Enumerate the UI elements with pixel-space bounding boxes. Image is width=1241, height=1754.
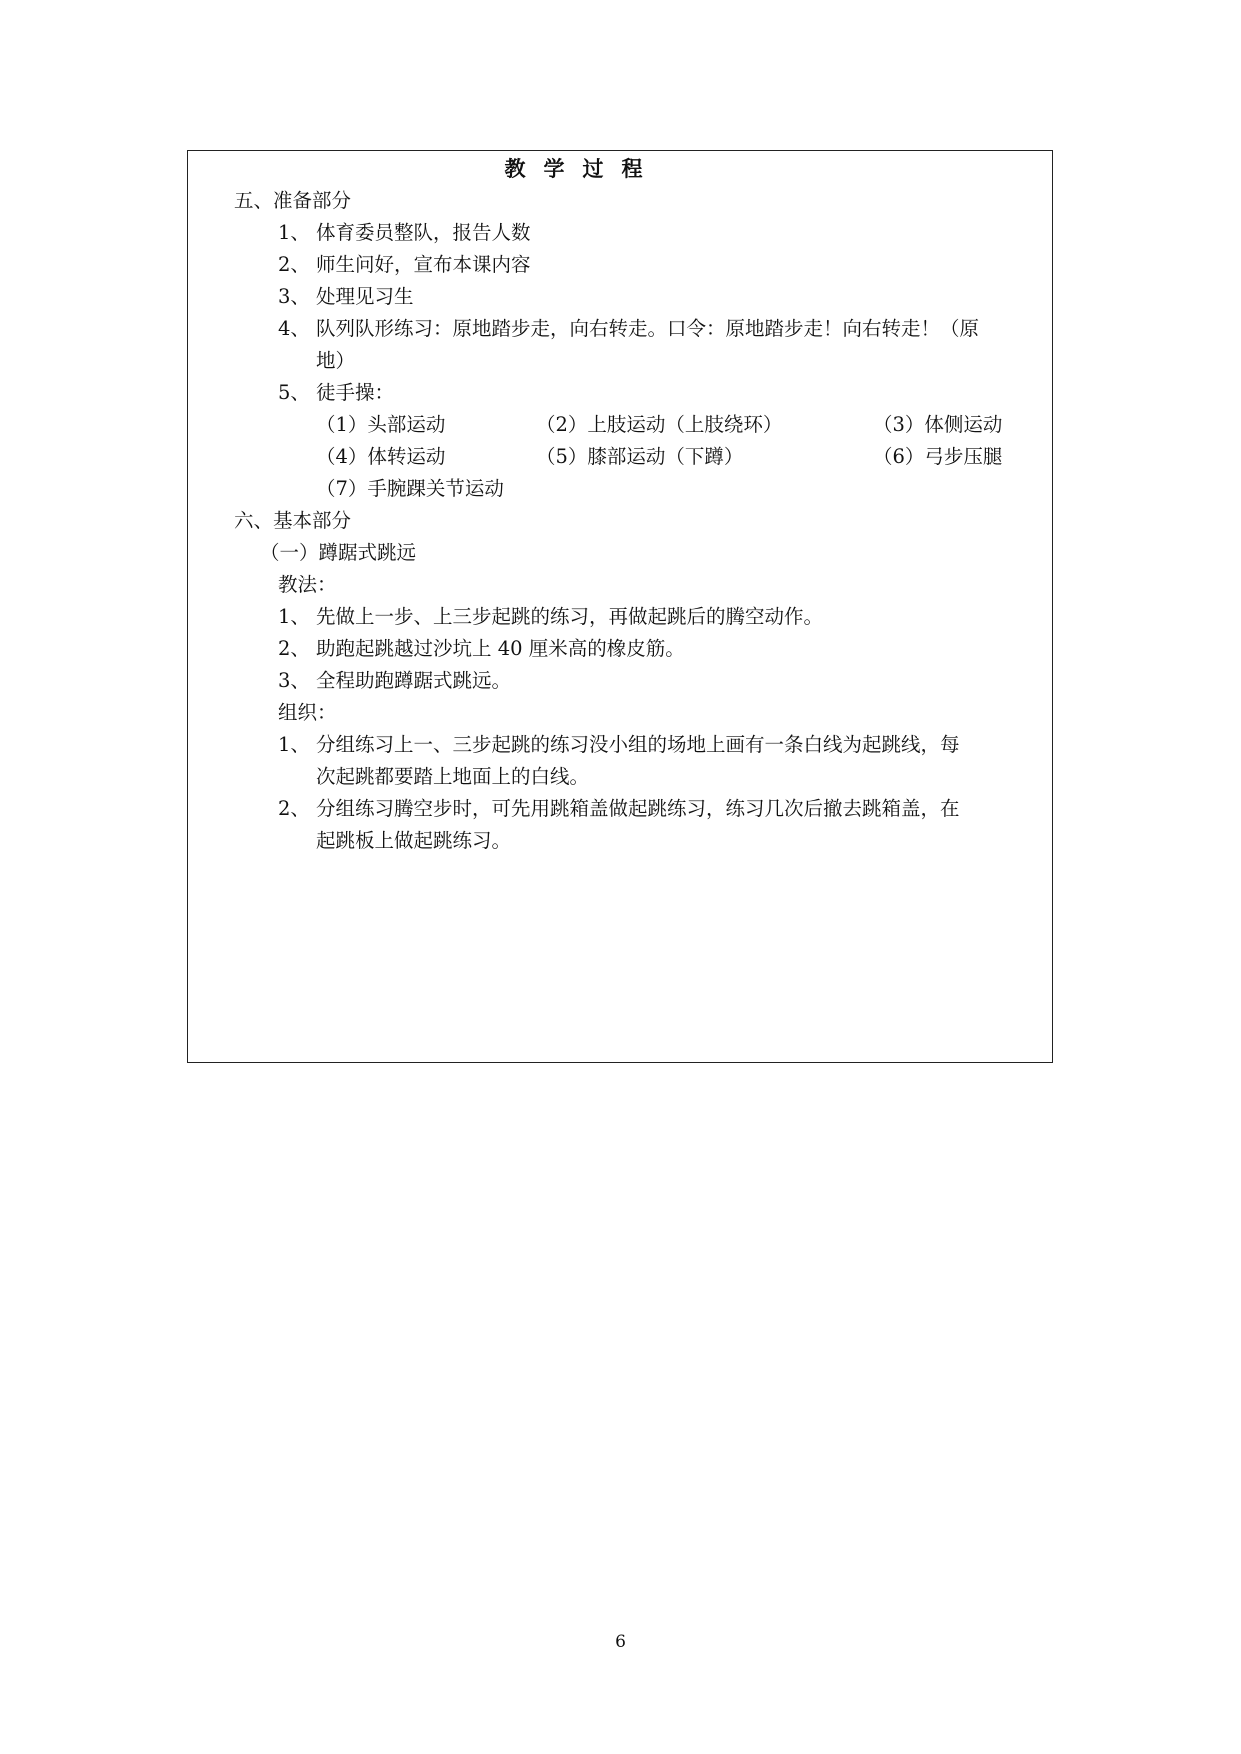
- exercise-item: （5）膝部运动（下蹲）: [536, 445, 744, 468]
- section6-heading: 六、基本部分: [234, 509, 352, 532]
- teach-label: 教法：: [278, 573, 337, 596]
- exercise-item: （2）上肢运动（上肢绕环）: [536, 413, 783, 436]
- exercise-item: （1）头部运动: [316, 413, 446, 436]
- item-continuation: 次起跳都要踏上地面上的白线。: [316, 765, 590, 788]
- exercise-item: （6）弓步压腿: [873, 445, 1003, 468]
- exercise-item: （3）体侧运动: [873, 413, 1003, 436]
- lesson-frame: [187, 150, 1053, 1063]
- exercise-item: （7）手腕踝关节运动: [316, 477, 504, 500]
- item-number: 2、: [278, 797, 310, 820]
- item-text: 队列队形练习：原地踏步走，向右转走。口令：原地踏步走！向右转走！（原: [316, 317, 980, 340]
- item-text: 全程助跑蹲踞式跳远。: [316, 669, 512, 692]
- item-text: 徒手操：: [316, 381, 395, 404]
- item-text: 分组练习腾空步时，可先用跳箱盖做起跳练习，练习几次后撤去跳箱盖，在: [316, 797, 960, 820]
- list-item: [278, 249, 531, 281]
- item-text: 师生问好，宣布本课内容: [316, 253, 531, 276]
- item-continuation: 起跳板上做起跳练习。: [316, 829, 512, 852]
- list-item: [278, 281, 414, 313]
- list-item: [278, 665, 511, 697]
- item-number: 5、: [278, 381, 310, 404]
- item-number: 4、: [278, 317, 310, 340]
- item-text: 先做上一步、上三步起跳的练习，再做起跳后的腾空动作。: [316, 605, 824, 628]
- list-item: [278, 793, 960, 825]
- item-number: 2、: [278, 253, 310, 276]
- item-text: 处理见习生: [316, 285, 414, 308]
- org-label: 组织：: [278, 701, 337, 724]
- list-item: [278, 377, 394, 409]
- list-item: [278, 313, 979, 345]
- item-text: 体育委员整队，报告人数: [316, 221, 531, 244]
- item-number: 2、: [278, 637, 310, 660]
- subsection-heading: （一）蹲踞式跳远: [260, 541, 417, 564]
- item-number: 3、: [278, 669, 310, 692]
- item-text: 分组练习上一、三步起跳的练习没小组的场地上画有一条白线为起跳线，每: [316, 733, 960, 756]
- item-continuation: 地）: [316, 349, 356, 372]
- item-number: 1、: [278, 221, 310, 244]
- list-item: [278, 633, 685, 665]
- item-text: 助跑起跳越过沙坑上 40 厘米高的橡皮筋。: [316, 637, 685, 660]
- page-title: 教学过程: [504, 156, 661, 181]
- page-number: 6: [615, 1632, 626, 1652]
- list-item: [278, 601, 823, 633]
- exercise-item: （4）体转运动: [316, 445, 446, 468]
- list-item: [278, 729, 960, 761]
- item-number: 1、: [278, 605, 310, 628]
- item-number: 1、: [278, 733, 310, 756]
- list-item: [278, 217, 531, 249]
- section5-heading: 五、准备部分: [234, 189, 352, 212]
- item-number: 3、: [278, 285, 310, 308]
